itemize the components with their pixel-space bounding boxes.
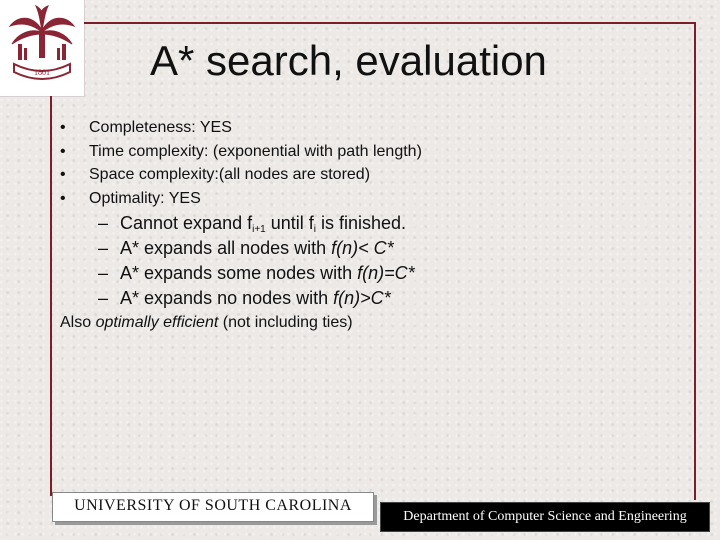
- sub-bullet-item: [60, 237, 680, 262]
- slide-title: A* search, evaluation: [150, 37, 547, 84]
- sub-bullet-item: [60, 212, 680, 237]
- sub-bullet-text: A* expands some nodes with f(n)=C*: [120, 263, 415, 283]
- sub-bullet-dash: –: [98, 213, 109, 233]
- bullet-item: [60, 142, 680, 166]
- bullet-text: Completeness: YES: [89, 119, 232, 136]
- bullet-text: Space complexity:(all nodes are stored): [89, 166, 371, 183]
- bullet-dot: •: [60, 142, 66, 160]
- bullet-text: Optimality: YES: [89, 189, 201, 207]
- frame-line-top: [84, 22, 696, 24]
- bullet-text: Time complexity: (exponential with path length): [89, 142, 422, 160]
- footer-university: UNIVERSITY OF SOUTH CAROLINA: [52, 492, 374, 522]
- footer-department: Department of Computer Science and Engineering: [380, 502, 710, 532]
- bullet-dot: •: [60, 119, 66, 136]
- sub-bullet-dash: –: [98, 238, 109, 258]
- bullet-dot: •: [60, 166, 66, 183]
- frame-line-left: [50, 96, 52, 496]
- university-logo: [0, 0, 85, 97]
- slide-content: [60, 118, 680, 333]
- logo-year: 1801: [34, 68, 50, 77]
- closing-note: Also optimally efficient (not including ties): [60, 314, 353, 331]
- bullet-item: [60, 165, 680, 189]
- sub-bullet-text: A* expands all nodes with f(n)< C*: [120, 238, 394, 258]
- sub-bullet-item: [60, 262, 680, 287]
- sub-bullet-text: A* expands no nodes with f(n)>C*: [120, 288, 391, 308]
- bullet-item: [60, 118, 680, 142]
- sub-bullet-dash: –: [98, 288, 109, 308]
- sub-bullet-item: [60, 287, 680, 312]
- sub-bullet-text: Cannot expand $f_{i+1}$ until $f_i$ is finished.: [120, 213, 407, 235]
- sub-bullet-dash: –: [98, 263, 109, 283]
- frame-line-right: [694, 22, 696, 500]
- palmetto-tree-seal-icon: [4, 4, 80, 92]
- bullet-item: [60, 189, 680, 213]
- bullet-dot: •: [60, 189, 66, 207]
